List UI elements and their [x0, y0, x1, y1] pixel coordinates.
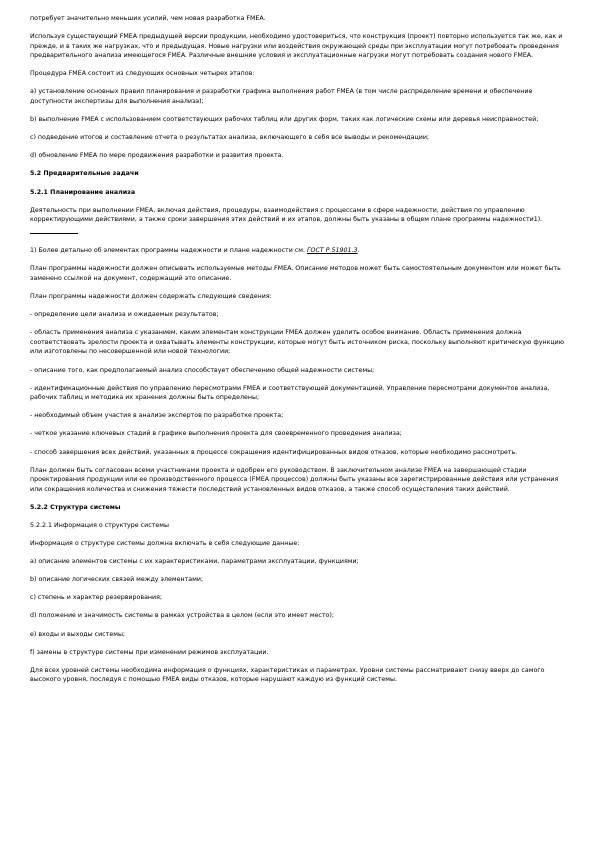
paragraph: [30, 32, 567, 61]
paragraph-text: Используя существующий FMEA предыдущей версии продукции, необходимо удостовериться, что конструкция (проект) повторно используется так же, как и прежде, и в таких же нагрузках, что и предыдущая. Новые нагрузки или воздействия окружающей среды при эксплуатации могут потребовать проведения предварительного анализа имеющегося FMEA. Различные внешние условия и эксплуатационные нагрузки могут потребовать создания нового FMEA.: [30, 33, 563, 60]
paragraph: [30, 448, 567, 458]
paragraph: [30, 366, 567, 376]
paragraph-tail: .: [357, 247, 360, 255]
paragraph-text: 5.2.1 Планирование анализа: [30, 188, 136, 196]
paragraph-text: b) выполнение FMEA с использованием соответствующих рабочих таблиц или других форм, таких как логические схемы или деревья неисправностей;: [30, 116, 539, 124]
paragraph-text: Процедура FMEA состоит из следующих основных четырех этапов:: [30, 70, 255, 78]
paragraph-text: - идентификационные действия по управлению пересмотрами FMEA и соответствующей документацией. Управление пересмотрами документов анализа, рабочих таблиц и методика их хранения должны быть определены;: [30, 384, 550, 402]
paragraph: [30, 292, 567, 302]
paragraph: [30, 630, 567, 640]
paragraph-text: - четкое указание ключевых стадий в графике выполнения проекта для своевременного проведения анализа;: [30, 430, 402, 438]
paragraph-text: 5.2.2 Структура системы: [30, 503, 121, 511]
footnote-separator: [30, 233, 78, 234]
paragraph: [30, 14, 567, 24]
paragraph-text: c) степень и характер резервирования;: [30, 594, 163, 602]
paragraph: [30, 69, 567, 79]
paragraph-text: План программы надежности должен содержать следующие сведения:: [30, 293, 272, 301]
paragraph: [30, 328, 567, 357]
document-body: [30, 14, 567, 693]
paragraph: [30, 611, 567, 621]
paragraph-text: - необходимый объем участия в анализе экспертов по разработке проекта;: [30, 412, 284, 420]
section-heading: [30, 188, 567, 198]
paragraph: [30, 466, 567, 495]
paragraph-text: 1) Более детально об элементах программы надежности и плане надежности см.: [30, 247, 308, 255]
paragraph-text: Деятельность при выполнении FMEA, включая действия, процедуры, взаимодействия с процессами в сфере надежности, действия по управлению корректирующими действиями, а также сроки завершения этих действий и их этапов, должны быть указаны в общем плане программы надежности1).: [30, 206, 543, 224]
paragraph: [30, 151, 567, 161]
paragraph-text: - описание того, как предполагаемый анализ способствует обеспечению общей надежности системы;: [30, 366, 375, 374]
paragraph: [30, 575, 567, 585]
paragraph: [30, 411, 567, 421]
standard-reference-link[interactable]: ГОСТ Р 51901.3: [307, 247, 358, 255]
paragraph-text: План должен быть согласован всеми участниками проекта и одобрен его руководством. В заключительном анализе FMEA на завершающей стадии проектирования продукции или ее производственного процесса (FMEA процессов) должны быть указаны все зарегистрированные действия или устранения или сокращения количества и снижения тяжести последствий установленных видов отказов, а также способ осуществления таких действий.: [30, 466, 559, 493]
paragraph-text: e) входы и выходы системы;: [30, 630, 126, 638]
paragraph-text: Для всех уровней системы необходима информация о функциях, характеристиках и параметрах. Уровни системы рассматривают снизу вверх до самого высокого уровня, последуя с помощью FMEA виды отказов, которые нарушают каждую из функций системы.: [30, 666, 545, 684]
paragraph-text: 5.2 Предварительные задачи: [30, 170, 139, 178]
paragraph-text: а) описание элементов системы с их характеристиками, параметрами эксплуатации, функциями;: [30, 558, 359, 566]
paragraph-text: b) описание логических связей между элементами;: [30, 576, 204, 584]
paragraph-text: d) положение и значимость системы в рамках устройства в целом (если это имеет место);: [30, 612, 334, 620]
paragraph: [30, 310, 567, 320]
paragraph: [30, 521, 567, 531]
paragraph: [30, 648, 567, 658]
paragraph-text: - область применения анализа с указанием, каким элементам конструкции FMEA должен уделить особое внимание. Область применения должна соответствовать зрелости проекта и охватывать элементы конструкции, которые могут быть источником риска, поскольку выполняют критическую функцию или изготовлены по несовершенной или новой технологии;: [30, 329, 565, 356]
paragraph-text: f) замены в структуре системы при изменении режимов эксплуатации.: [30, 648, 269, 656]
section-heading: [30, 503, 567, 513]
paragraph: [30, 246, 567, 256]
paragraph-text: - способ завершения всех действий, указанных в процессе сокращения идентифицированных видов отказов, которые необходимо рассмотреть.: [30, 448, 518, 456]
paragraph: [30, 384, 567, 403]
paragraph-text: - определение цели анализа и ожидаемых результатов;: [30, 311, 219, 319]
paragraph: [30, 593, 567, 603]
paragraph: [30, 539, 567, 549]
paragraph: [30, 557, 567, 567]
paragraph: [30, 206, 567, 225]
paragraph: [30, 87, 567, 106]
paragraph-text: d) обновление FMEA по мере продвижения разработки и развития проекта.: [30, 152, 284, 160]
paragraph: [30, 264, 567, 283]
paragraph-text: а) установление основных правил планирования и разработки графика выполнения работ FMEA (в том числе распределение времени и обеспечение доступности экспертизы для выполнения анализа);: [30, 88, 533, 106]
paragraph: [30, 115, 567, 125]
section-heading: [30, 169, 567, 179]
paragraph-text: потребует значительно меньших усилий, чем новая разработка FMEA.: [30, 15, 266, 22]
paragraph-text: Информация о структуре системы должна включать в себя следующие данные:: [30, 540, 300, 548]
paragraph-text: 5.2.2.1 Информация о структуре системы: [30, 522, 169, 529]
paragraph: [30, 133, 567, 143]
paragraph-text: План программы надежности должен описывать используемые методы FMEA. Описание методов может быть самостоятельным документом или может быть заменено ссылкой на документ, содержащий это описание.: [30, 265, 561, 282]
paragraph: [30, 429, 567, 439]
paragraph-text: c) подведение итогов и составление отчета о результатах анализа, включающего в себя все выводы и рекомендации;: [30, 134, 430, 142]
paragraph: [30, 666, 567, 685]
